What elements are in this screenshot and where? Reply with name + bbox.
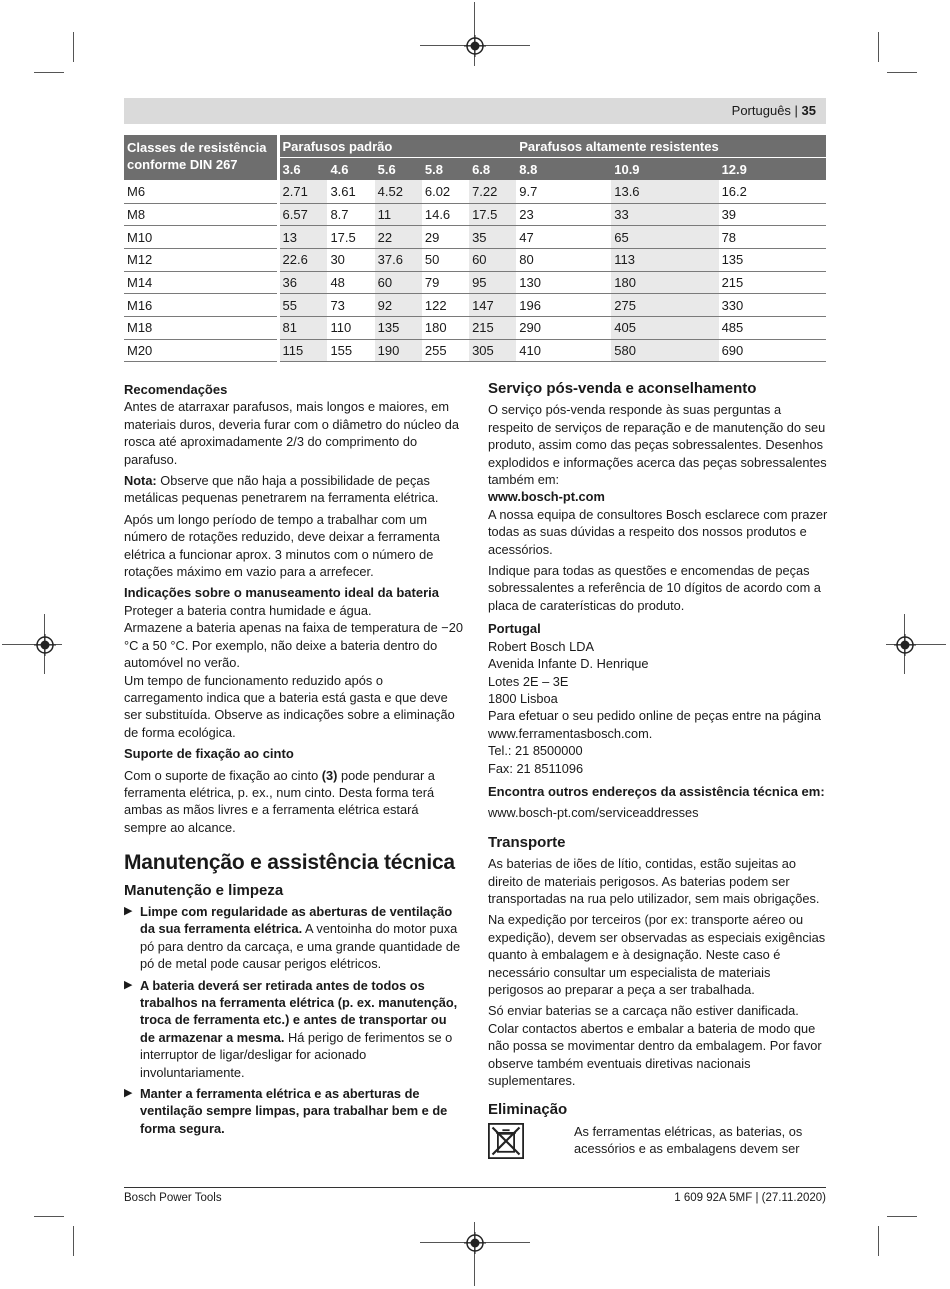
table-cell: 47 bbox=[516, 226, 611, 249]
table-class-header: 8.8 bbox=[516, 158, 611, 181]
nota-paragraph bbox=[124, 472, 464, 507]
bullet-arrow-icon: ▶ bbox=[124, 904, 133, 917]
manutencao-subheading: Manutenção e limpeza bbox=[124, 881, 284, 899]
address-line: 1800 Lisboa bbox=[488, 690, 558, 706]
table-cell: 11 bbox=[375, 203, 422, 226]
table-cell: 48 bbox=[327, 271, 374, 294]
encontra-url[interactable]: www.bosch-pt.com/serviceaddresses bbox=[488, 805, 699, 821]
recomendacoes-text: Antes de atarraxar parafusos, mais longos e maiores, em materiais duros, deveria furar com o diâmetro do núcleo da rosca até aproximadamente 2/3 do comprimento do parafuso. bbox=[124, 399, 460, 467]
table-row bbox=[124, 317, 826, 340]
table-cell: 13 bbox=[278, 226, 327, 249]
table-cell: 135 bbox=[375, 317, 422, 340]
manutencao-heading: Manutenção e assistência técnica bbox=[124, 851, 455, 875]
table-row bbox=[124, 339, 826, 362]
table-cell: 2.71 bbox=[278, 180, 327, 203]
table-cell: 50 bbox=[422, 248, 469, 271]
left-column bbox=[124, 380, 464, 1141]
encontra-heading: Encontra outros endereços da assistência técnica em: bbox=[488, 783, 825, 799]
table-class-header: 5.8 bbox=[422, 158, 469, 181]
table-row bbox=[124, 226, 826, 249]
table-class-header: 12.9 bbox=[719, 158, 826, 181]
table-row bbox=[124, 180, 826, 203]
table-cell: 275 bbox=[611, 294, 718, 317]
table-cell: 33 bbox=[611, 203, 718, 226]
suporte-paragraph: Com o suporte de fixação ao cinto (3) pode pendurar a ferramenta elétrica, p. ex., num cinto. Desta forma terá ambas as mãos livres e a ferramenta elétrica estará sempre ao alcance. bbox=[124, 767, 435, 835]
disposal-row bbox=[488, 1123, 828, 1159]
table-size-cell: M10 bbox=[124, 226, 278, 249]
table-cell: 215 bbox=[719, 271, 826, 294]
crop-mark bbox=[878, 1226, 879, 1256]
table-cell: 37.6 bbox=[375, 248, 422, 271]
crossed-bin-icon bbox=[488, 1123, 524, 1159]
suporte-heading: Suporte de fixação ao cinto bbox=[124, 746, 294, 762]
table-size-cell: M8 bbox=[124, 203, 278, 226]
transporte-text: Na expedição por terceiros (por ex: transporte aéreo ou expedição), devem ser observadas as especiais exigências quanto à embalagem e à designação. Neste caso é necessário consultar um especialista de materiais perigosos ao preparar a peça a ser trabalhada. bbox=[488, 912, 826, 997]
table-cell: 9.7 bbox=[516, 180, 611, 203]
table-class-header: 4.6 bbox=[327, 158, 374, 181]
page-number: 35 bbox=[801, 103, 816, 118]
transporte-text: Só enviar baterias se a carcaça não estiver danificada. Colar contactos abertos e embalar a bateria de modo que não possa se movimentar dentro da embalagem. Por favor observe também eventuais diretivas nacionais suplementares. bbox=[488, 1003, 822, 1089]
table-group-standard: Parafusos padrão bbox=[278, 135, 516, 158]
safety-bullet: ▶ Limpe com regularidade as aberturas de ventilação da sua ferramenta elétrica. A ventoinha do motor puxa pó para dentro da carcaça, e uma grande quantidade de pó de metal pode causar perigos elétricos. bbox=[124, 903, 461, 972]
table-cell: 22 bbox=[375, 226, 422, 249]
crop-mark bbox=[878, 32, 879, 62]
table-row bbox=[124, 248, 826, 271]
recomendacoes-heading: Recomendações bbox=[124, 382, 228, 397]
table-cell: 81 bbox=[278, 317, 327, 340]
safety-bullet: ▶ Manter a ferramenta elétrica e as aberturas de ventilação sempre limpas, para trabalhar bem e de forma segura. bbox=[124, 1086, 448, 1136]
registration-mark-icon bbox=[464, 35, 486, 57]
servico-url[interactable]: www.bosch-pt.com bbox=[488, 489, 605, 505]
bateria-heading: Indicações sobre o manuseamento ideal da bateria bbox=[124, 585, 439, 601]
table-cell: 255 bbox=[422, 339, 469, 362]
address-line: Lotes 2E – 3E bbox=[488, 673, 569, 689]
table-cell: 13.6 bbox=[611, 180, 718, 203]
registration-mark-icon bbox=[894, 634, 916, 656]
indique-text: Indique para todas as questões e encomendas de peças sobressalentes a referência de 10 dígitos de acordo com a placa de caraterísticas do produto. bbox=[488, 563, 821, 613]
bullet-arrow-icon: ▶ bbox=[124, 1087, 133, 1100]
table-cell: 180 bbox=[422, 317, 469, 340]
table-cell: 405 bbox=[611, 317, 718, 340]
table-body bbox=[124, 180, 826, 362]
crop-mark bbox=[73, 32, 74, 62]
table-cell: 16.2 bbox=[719, 180, 826, 203]
address-line: Para efetuar o seu pedido online de peças entre na página www.ferramentasbosch.com. bbox=[488, 708, 821, 741]
table-label-header: Classes de resistência conforme DIN 267 bbox=[124, 135, 278, 180]
servico-text: O serviço pós-venda responde às suas perguntas a respeito de serviços de reparação e de manutenção do seu produto, assim como das peças sobressalentes. Desenhos explodidos e informações acerca das peças sobressalentes também em: bbox=[488, 402, 827, 488]
table-row bbox=[124, 271, 826, 294]
footer-rule bbox=[124, 1187, 826, 1188]
table-cell: 155 bbox=[327, 339, 374, 362]
table-size-cell: M14 bbox=[124, 271, 278, 294]
table-cell: 60 bbox=[469, 248, 516, 271]
crop-mark bbox=[34, 72, 64, 73]
registration-mark-icon bbox=[464, 1232, 486, 1254]
table-class-header: 10.9 bbox=[611, 158, 718, 181]
header-text: Português | 35 bbox=[731, 103, 816, 118]
table-cell: 113 bbox=[611, 248, 718, 271]
table-cell: 60 bbox=[375, 271, 422, 294]
table-cell: 95 bbox=[469, 271, 516, 294]
table-cell: 55 bbox=[278, 294, 327, 317]
table-cell: 29 bbox=[422, 226, 469, 249]
address-line: Avenida Infante D. Henrique bbox=[488, 656, 649, 672]
table-cell: 78 bbox=[719, 226, 826, 249]
bateria-line: Proteger a bateria contra humidade e água. bbox=[124, 602, 372, 618]
table-cell: 6.02 bbox=[422, 180, 469, 203]
table-cell: 8.7 bbox=[327, 203, 374, 226]
table-size-cell: M18 bbox=[124, 317, 278, 340]
table-class-header: 6.8 bbox=[469, 158, 516, 181]
bateria-line: Armazene a bateria apenas na faixa de temperatura de −20 °C a 50 °C. Por exemplo, não deixe a bateria dentro do automóvel no verão. bbox=[124, 620, 463, 671]
transporte-heading: Transporte bbox=[488, 833, 566, 851]
crop-mark bbox=[34, 1216, 64, 1217]
table-size-cell: M16 bbox=[124, 294, 278, 317]
table-cell: 196 bbox=[516, 294, 611, 317]
table-cell: 7.22 bbox=[469, 180, 516, 203]
portugal-heading: Portugal bbox=[488, 621, 541, 637]
table-cell: 485 bbox=[719, 317, 826, 340]
table-cell: 215 bbox=[469, 317, 516, 340]
eliminacao-text: As ferramentas elétricas, as baterias, os acessórios e as embalagens devem ser bbox=[574, 1123, 803, 1157]
table-cell: 92 bbox=[375, 294, 422, 317]
table-cell: 122 bbox=[422, 294, 469, 317]
table-cell: 79 bbox=[422, 271, 469, 294]
address-line: Tel.: 21 8500000 bbox=[488, 743, 583, 759]
bullet-arrow-icon: ▶ bbox=[124, 978, 133, 991]
table-cell: 6.57 bbox=[278, 203, 327, 226]
table-row bbox=[124, 294, 826, 317]
table-cell: 30 bbox=[327, 248, 374, 271]
transporte-text: As baterias de iões de lítio, contidas, estão sujeitas ao direito de materiais perigosos. As baterias podem ser transportadas na rua pelo utilizador, sem mais obrigações. bbox=[488, 856, 820, 906]
servico-heading: Serviço pós-venda e aconselhamento bbox=[488, 380, 757, 397]
nota-label: Nota: bbox=[124, 473, 157, 489]
table-row bbox=[124, 203, 826, 226]
table-cell: 305 bbox=[469, 339, 516, 362]
torque-table bbox=[124, 135, 826, 362]
table-class-header: 3.6 bbox=[278, 158, 327, 181]
table-cell: 290 bbox=[516, 317, 611, 340]
apos-text: Após um longo período de tempo a trabalhar com um número de rotações reduzido, deve deixar a ferramenta elétrica a funcionar aprox. 3 minutos com o número de rotações máximo em vazio para a arrefecer. bbox=[124, 511, 440, 580]
header-language: Português bbox=[731, 103, 791, 118]
table-size-cell: M6 bbox=[124, 180, 278, 203]
table-cell: 580 bbox=[611, 339, 718, 362]
footer-brand: Bosch Power Tools bbox=[124, 1192, 222, 1204]
table-cell: 180 bbox=[611, 271, 718, 294]
page-header bbox=[124, 98, 826, 124]
footer-doc-id: 1 609 92A 5MF | (27.11.2020) bbox=[674, 1192, 826, 1204]
table-group-high: Parafusos altamente resistentes bbox=[516, 135, 826, 158]
table-cell: 110 bbox=[327, 317, 374, 340]
table-size-cell: M20 bbox=[124, 339, 278, 362]
table-cell: 410 bbox=[516, 339, 611, 362]
address-line: Fax: 21 8511096 bbox=[488, 760, 584, 776]
table-cell: 80 bbox=[516, 248, 611, 271]
table-cell: 39 bbox=[719, 203, 826, 226]
table-class-header: 5.6 bbox=[375, 158, 422, 181]
eliminacao-heading: Eliminação bbox=[488, 1101, 568, 1119]
table-cell: 17.5 bbox=[327, 226, 374, 249]
table-cell: 17.5 bbox=[469, 203, 516, 226]
table-cell: 330 bbox=[719, 294, 826, 317]
table-cell: 190 bbox=[375, 339, 422, 362]
table-size-cell: M12 bbox=[124, 248, 278, 271]
table-cell: 22.6 bbox=[278, 248, 327, 271]
table-cell: 35 bbox=[469, 226, 516, 249]
table-cell: 23 bbox=[516, 203, 611, 226]
table-cell: 147 bbox=[469, 294, 516, 317]
table-cell: 115 bbox=[278, 339, 327, 362]
table-cell: 690 bbox=[719, 339, 826, 362]
crop-mark bbox=[887, 1216, 917, 1217]
table-cell: 130 bbox=[516, 271, 611, 294]
table-cell: 4.52 bbox=[375, 180, 422, 203]
table-cell: 135 bbox=[719, 248, 826, 271]
right-column bbox=[488, 380, 828, 1159]
address-line: Robert Bosch LDA bbox=[488, 638, 594, 654]
equipa-text: A nossa equipa de consultores Bosch esclarece com prazer todas as suas dúvidas a respeito dos nossos produtos e acessórios. bbox=[488, 506, 828, 557]
table-cell: 14.6 bbox=[422, 203, 469, 226]
table-cell: 36 bbox=[278, 271, 327, 294]
crop-mark bbox=[887, 72, 917, 73]
crop-mark bbox=[73, 1226, 74, 1256]
table-cell: 73 bbox=[327, 294, 374, 317]
bateria-line: Um tempo de funcionamento reduzido após o carregamento indica que a bateria está gasta e que deve ser substituída. Observe as indicações sobre a eliminação de forma ecológica. bbox=[124, 672, 455, 740]
table-cell: 3.61 bbox=[327, 180, 374, 203]
safety-bullet: ▶ A bateria deverá ser retirada antes de todos os trabalhos na ferramenta elétrica (p. ex. manutenção, troca de ferramenta etc.) e antes de transportar ou de armazenar a mesma. Há perigo de ferimentos se o interruptor de ligar/desligar for acionado involuntariamente. bbox=[124, 977, 458, 1080]
registration-mark-icon bbox=[34, 634, 56, 656]
table-cell: 65 bbox=[611, 226, 718, 249]
nota-text: Observe que não haja a possibilidade de peças metálicas pequenas penetrarem na ferramenta elétrica. bbox=[124, 473, 439, 506]
